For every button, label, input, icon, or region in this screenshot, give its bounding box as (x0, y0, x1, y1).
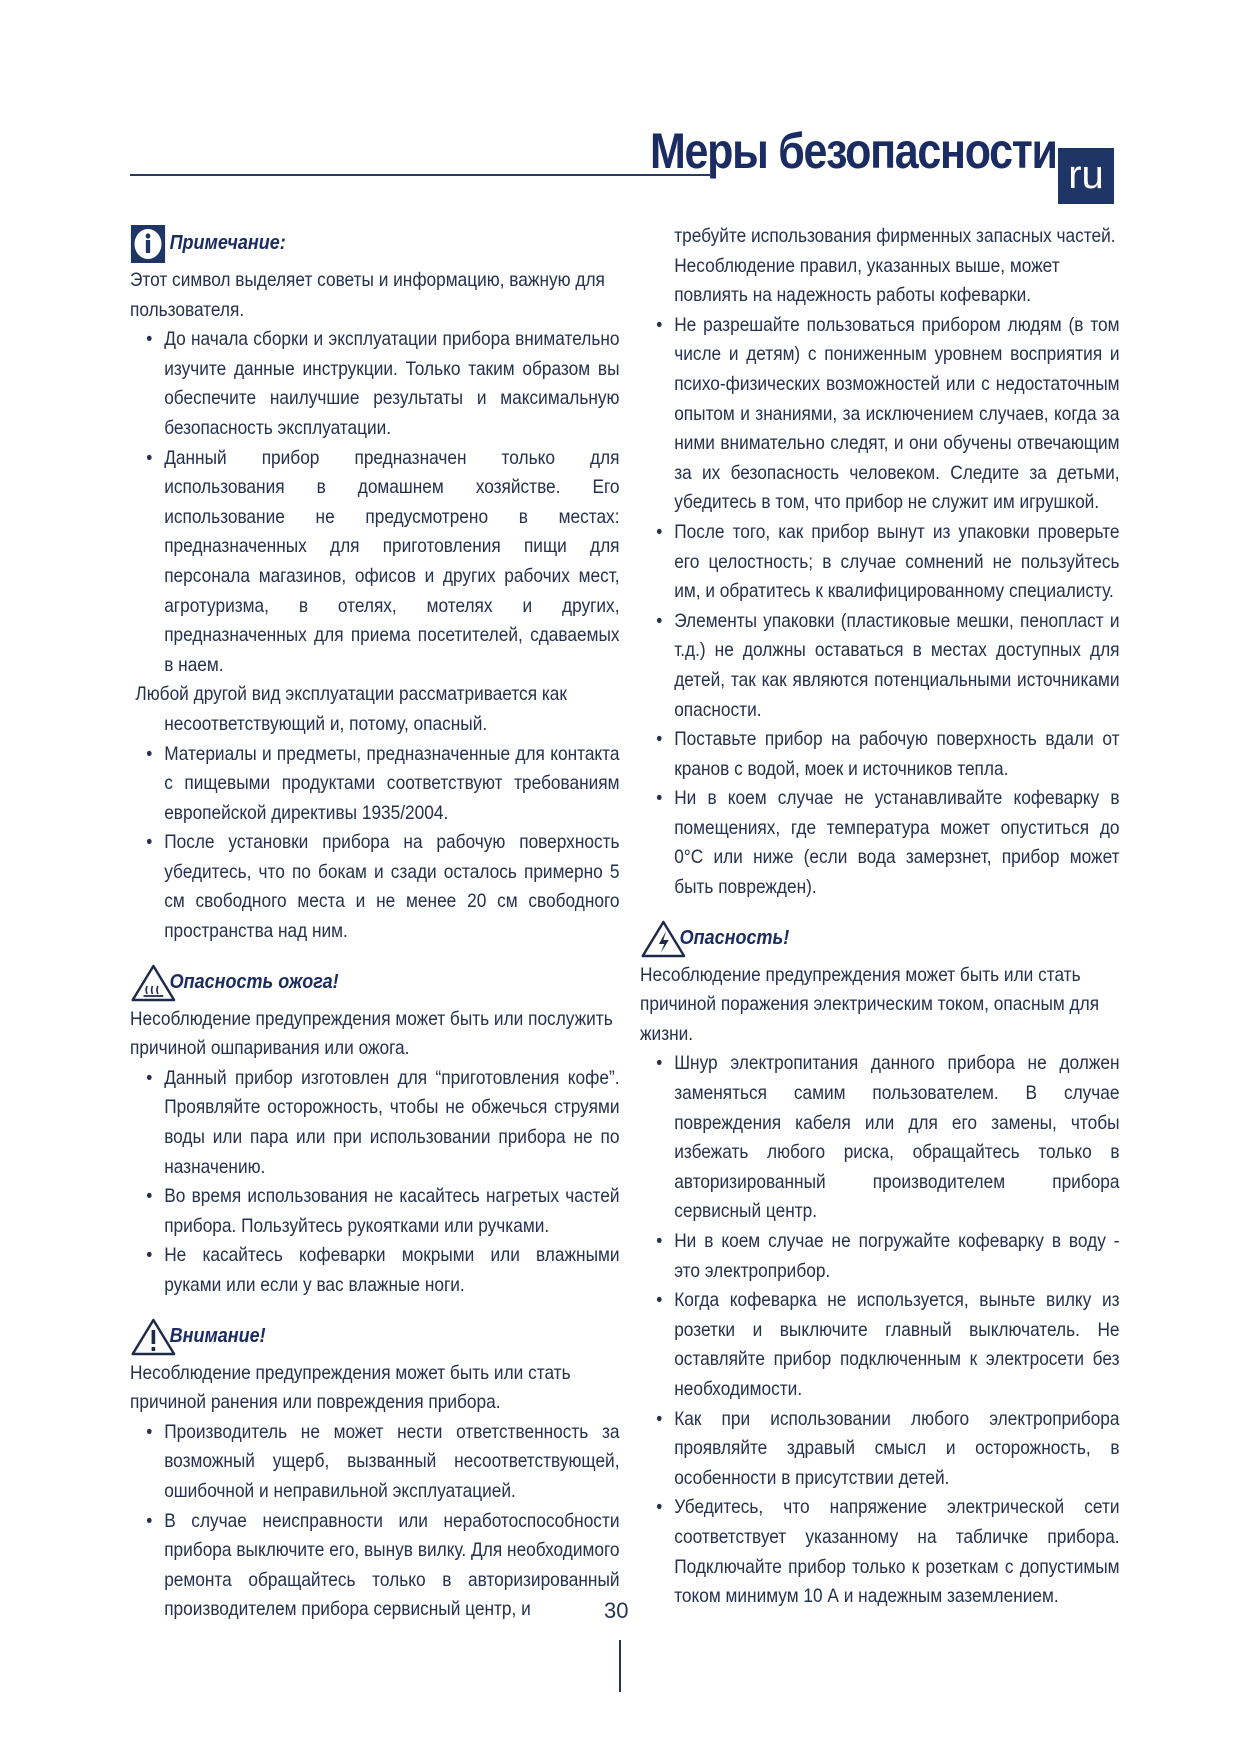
info-icon (130, 224, 166, 264)
burn-list (130, 1064, 620, 1301)
list-item: • Данный прибор изготовлен для “приготовления кофе”. Проявляйте осторожность, чтобы не обжечься струями воды или пара или при использовании прибора не по назначению. (146, 1067, 620, 1178)
burn-intro: Несоблюдение предупреждения может быть или послужить причиной ошпаривания или ожога. (130, 1008, 613, 1060)
list-item: • Как при использовании любого электроприбора проявляйте здравый смысл и осторожность, в особенности в присутствии детей. (656, 1408, 1120, 1489)
list-item: • Данный прибор предназначен только для использования в домашнем хозяйстве. Его использование не предусмотрено в местах: предназначенных для приготовления пищи для персонала магазинов, офисов и других рабочих мест, агротуризма, в отелях, мотелях и других, предназначенных для приема посетителей, сдаваемых в наем. (146, 447, 620, 676)
danger-title: Опасность! (679, 926, 790, 949)
caution-intro: Несоблюдение предупреждения может быть или стать причиной ранения или повреждения прибора. (130, 1362, 571, 1414)
list-item: • Поставьте прибор на рабочую поверхность вдали от кранов с водой, моек и источников тепла. (656, 729, 1120, 780)
danger-heading (640, 917, 1120, 961)
caution-list (130, 1418, 620, 1625)
right-list (640, 311, 1120, 903)
list-item: • Когда кофеварка не используется, выньте вилку из розетки и выключите главный выключатель. Не оставляйте прибор подключенным к электросети без необходимости. (656, 1290, 1120, 1400)
list-item: • Убедитесь, что напряжение электрической сети соответствует указанному на табличке прибора. Подключайте прибор только к розеткам с допустимым током минимум 10 А и надежным заземлением. (656, 1497, 1120, 1608)
danger-intro: Несоблюдение предупреждения может быть или стать причиной поражения электрическим током, опасным для жизни. (640, 964, 1100, 1045)
right-column (640, 222, 1120, 1612)
caution-heading (130, 1315, 620, 1359)
burn-title: Опасность ожога! (169, 970, 339, 993)
footer-rule (619, 1640, 621, 1692)
list-item: • После того, как прибор вынут из упаковки проверьте его целостность; в случае сомнений не пользуйтесь им, и обратитесь к квалифицированному специалисту. (656, 521, 1120, 603)
list-item: • Во время использования не касайтесь нагретых частей прибора. Пользуйтесь рукоятками или ручками. (146, 1186, 620, 1237)
note-intro: Этот символ выделяет советы и информацию, важную для пользователя. (130, 270, 605, 321)
left-column (130, 222, 620, 1625)
note-title: Примечание: (169, 232, 286, 255)
list-item: • После установки прибора на рабочую поверхность убедитесь, что по бокам и сзади осталось примерно 5 см свободного места и не менее 20 см свободного пространства над ним. (146, 832, 620, 943)
danger-list (640, 1049, 1120, 1611)
page-number: 30 (604, 1598, 629, 1623)
list-item: • Материалы и предметы, предназначенные для контакта с пищевыми продуктами соответствуют требованиям европейской директивы 1935/2004. (146, 743, 620, 824)
list-item: • Ни в коем случае не погружайте кофеварку в воду - это электроприбор. (656, 1231, 1120, 1282)
hot-surface-warning-icon (130, 963, 166, 1003)
note-heading (130, 222, 620, 266)
warning-icon (130, 1317, 166, 1357)
list-item: • Шнур электропитания данного прибора не должен заменяться самим пользователем. В случае повреждения кабеля или для его замены, чтобы избежать любого риска, обращайтесь только в авторизированный производителем прибора сервисный центр. (656, 1053, 1120, 1223)
note-after: Любой другой вид эксплуатации рассматривается как несоответствующий и, потому, опасный. (135, 684, 567, 735)
burn-heading (130, 961, 620, 1005)
list-item: • Ни в коем случае не устанавливайте кофеварку в помещениях, где температура может опуститься до 0°C или ниже (если вода замерзнет, прибор может быть поврежден). (656, 788, 1120, 899)
language-badge: ru (1058, 148, 1114, 204)
list-item: • До начала сборки и эксплуатации прибора внимательно изучите данные инструкции. Только таким образом вы обеспечите наилучшие результаты и максимальную безопасность эксплуатации. (146, 329, 620, 439)
continued-text: требуйте использования фирменных запасных частей. Несоблюдение правил, указанных выше, может повлиять на надежность работы кофеварки. (674, 226, 1116, 307)
list-item: • Не разрешайте пользоваться прибором людям (в том числе и детям) с пониженным уровнем восприятия и психо-физических возможностей или с недостаточным опытом и знаниями, за исключением случаев, когда за ними внимательно следят, и они обучены отвечающим за их безопасность человеком. Следите за детьми, убедитесь в том, что прибор не служит им игрушкой. (656, 314, 1120, 514)
list-item: • Не касайтесь кофеварки мокрыми или влажными руками или если у вас влажные ноги. (146, 1245, 620, 1296)
note-list (130, 325, 620, 680)
page-title: Меры безопасности (650, 123, 1057, 179)
header-rule (130, 174, 710, 176)
list-item: • Элементы упаковки (пластиковые мешки, пенопласт и т.д.) не должны оставаться в местах доступных для детей, так как являются потенциальными источниками опасности. (656, 610, 1120, 721)
list-item: • Производитель не может нести ответственность за возможный ущерб, вызванный несоответствующей, ошибочной и неправильной эксплуатацией. (146, 1421, 620, 1502)
electric-shock-warning-icon (640, 919, 676, 959)
note-list-2 (130, 740, 620, 947)
list-item: • В случае неисправности или неработоспособности прибора выключите его, вынув вилку. Для необходимого ремонта обращайтесь только в авторизированный производителем прибора сервисный центр, и (146, 1510, 620, 1621)
caution-title: Внимание! (169, 1324, 266, 1347)
